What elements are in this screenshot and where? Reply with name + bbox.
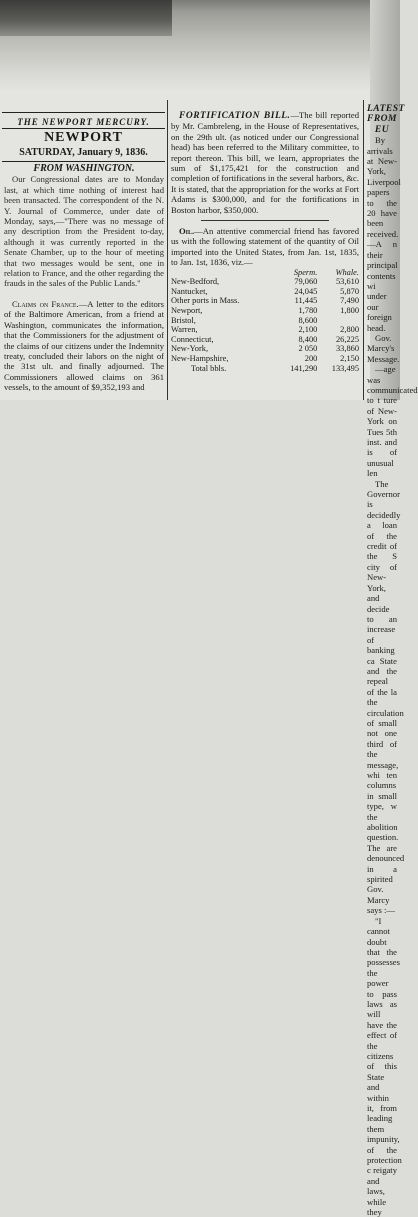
total-label: Total bbls.	[191, 363, 227, 373]
table-row	[171, 316, 359, 326]
table-cell-whale	[317, 316, 359, 326]
total-sperm: 141,290	[290, 363, 318, 373]
table-row	[171, 354, 359, 364]
table-cell-port: New-York,	[171, 344, 209, 354]
paper-name: THE NEWPORT MERCURY.	[17, 117, 150, 127]
column-2	[171, 110, 359, 373]
table-cell-sperm: 24,045	[294, 286, 318, 296]
table-cell-port: Nantucket,	[171, 286, 208, 296]
table-row	[171, 335, 359, 345]
table-header	[171, 268, 276, 278]
table-header: Sperm.	[293, 267, 318, 277]
column-rule-2	[363, 100, 364, 400]
table-header: Whale.	[335, 267, 359, 277]
table-cell-whale: 26,225	[335, 334, 359, 344]
table-cell-whale: 5,870	[340, 286, 359, 296]
masthead-rule-mid	[2, 128, 165, 129]
table-row	[171, 296, 359, 306]
table-row	[171, 344, 359, 354]
masthead-rule-bottom	[2, 161, 165, 162]
table-header-row	[171, 268, 359, 278]
table-cell-sperm: 2 050	[298, 344, 318, 354]
article-marcy-body: The Governor is decidedly a loan of the credit of the S city of New-York, and decide to an increase of banking ca State and the repeal of the la the circulation of small not one third of the message, whi ten columns in small type, w the abolition question. The are denounced in a spirited Gov. Marcy says :—	[367, 478, 405, 916]
table-row	[171, 325, 359, 335]
article-claims-on-france	[4, 299, 164, 393]
table-cell-port: Other ports in Mass.	[171, 296, 240, 306]
heading-oil: Oil.	[179, 226, 195, 237]
table-cell-whale: 33,860	[335, 344, 359, 354]
table-cell-sperm: 200	[304, 354, 318, 364]
table-cell-sperm: 8,400	[298, 334, 318, 344]
scan-shadow-corner	[0, 0, 172, 36]
article-marcy-quote: "I cannot doubt that the possesses the power to pass laws as will have the effect of the citizens of this State and within it, from leading them impunity, of the protection c reigaty and laws, while they	[367, 915, 402, 1217]
table-cell-whale: 1,800	[340, 306, 359, 316]
table-total-row	[171, 364, 359, 374]
table-cell-sperm: 79,060	[294, 277, 318, 287]
masthead-rule-top	[2, 112, 165, 113]
table-cell-whale: 2,150	[340, 354, 359, 364]
oil-text: —An attentive commercial friend has favored us with the following statement of the quantity of Oil imported into the United States, from Jan. 1st, 1835, to Jan. 1st, 1836, viz.—	[171, 226, 359, 268]
table-cell-whale: 2,800	[340, 325, 359, 335]
article-marcy-intro: —age was communicated to t ture of New-York on Tues 5th inst. and is of unusual len	[367, 364, 418, 479]
heading-claims-on-france: Claims on France.	[12, 298, 79, 309]
heading-from-washington: FROM WASHINGTON.	[33, 163, 135, 174]
article-oil	[171, 226, 359, 268]
table-cell-sperm: 2,100	[298, 325, 318, 335]
heading-marcy-message: Gov. Marcy's Message.	[367, 332, 400, 364]
table-cell-port: Newport,	[171, 306, 203, 316]
column-3	[367, 104, 418, 1217]
table-row	[171, 306, 359, 316]
table-cell-sperm: 1,780	[298, 306, 318, 316]
masthead-date: SATURDAY, January 9, 1836.	[19, 147, 148, 158]
table-cell-port: Bristol,	[171, 315, 196, 325]
column-1	[4, 164, 164, 393]
article-latest-europe: By arrivals at New-York, Liverpool papers to the 20 have been received.—A n their principal contents wi under our foreign head.	[367, 135, 401, 333]
heading-latest-from-europe: LATEST FROM EU	[367, 104, 405, 135]
claims-text: —A letter to the editors of the Baltimore American, from a friend at Washington, communicates the information, that the Commissioners for the adjustment of the claims of our citizens under the Indemnity treaty, concluded their labors on the night of the 31st ult. and finally adjourned. The Commissioners allowed claims on 361 vessels, to the amount of $9,352,193 and	[4, 298, 164, 393]
table-cell-whale: 53,610	[335, 277, 359, 287]
table-cell-port: Connecticut,	[171, 334, 214, 344]
table-cell-port: New-Hampshire,	[171, 354, 229, 364]
total-whale: 133,495	[331, 363, 359, 373]
table-cell-whale: 7,490	[340, 296, 359, 306]
table-cell-sperm: 11,445	[294, 296, 318, 306]
masthead-city: NEWPORT	[44, 130, 123, 145]
column-rule-1	[167, 100, 168, 400]
fortification-text: —The bill reported by Mr. Cambreleng, in the House of Representatives, on the 29th ult. (as noticed under our Congressional head) has been referred to the Military committee, to report thereon. This bill, we learn, appropriates the sum of $1,175,421 for the construction and completion of fortifications in the several harbors, &c. It is stated, that the appropriation for the works at Fort Adams is $300,000, and for the fortifications in Boston harbor, $350,000.	[171, 110, 359, 215]
table-cell-sperm: 8,600	[298, 315, 318, 325]
article-fortification-bill	[171, 110, 359, 215]
article-divider	[201, 220, 329, 221]
heading-fortification-bill: FORTIFICATION BILL.	[179, 111, 291, 121]
table-cell-port: New-Bedford,	[171, 277, 220, 287]
table-row	[171, 287, 359, 297]
article-washington: Our Congressional dates are to Monday last, at which time nothing of interest had been transacted. The correspondent of the N. Y. Journal of Commerce, under date of Monday, says,—"There was no message of any description from the President to-day, although it was currently reported in the Senate Chamber, up to the hour of meeting that two messages would be sent, one in relation to France, and the other regarding the frauds in the sales of the Public Lands."	[4, 174, 164, 289]
oil-import-table	[171, 268, 359, 374]
table-row	[171, 277, 359, 287]
table-cell-port: Warren,	[171, 325, 198, 335]
